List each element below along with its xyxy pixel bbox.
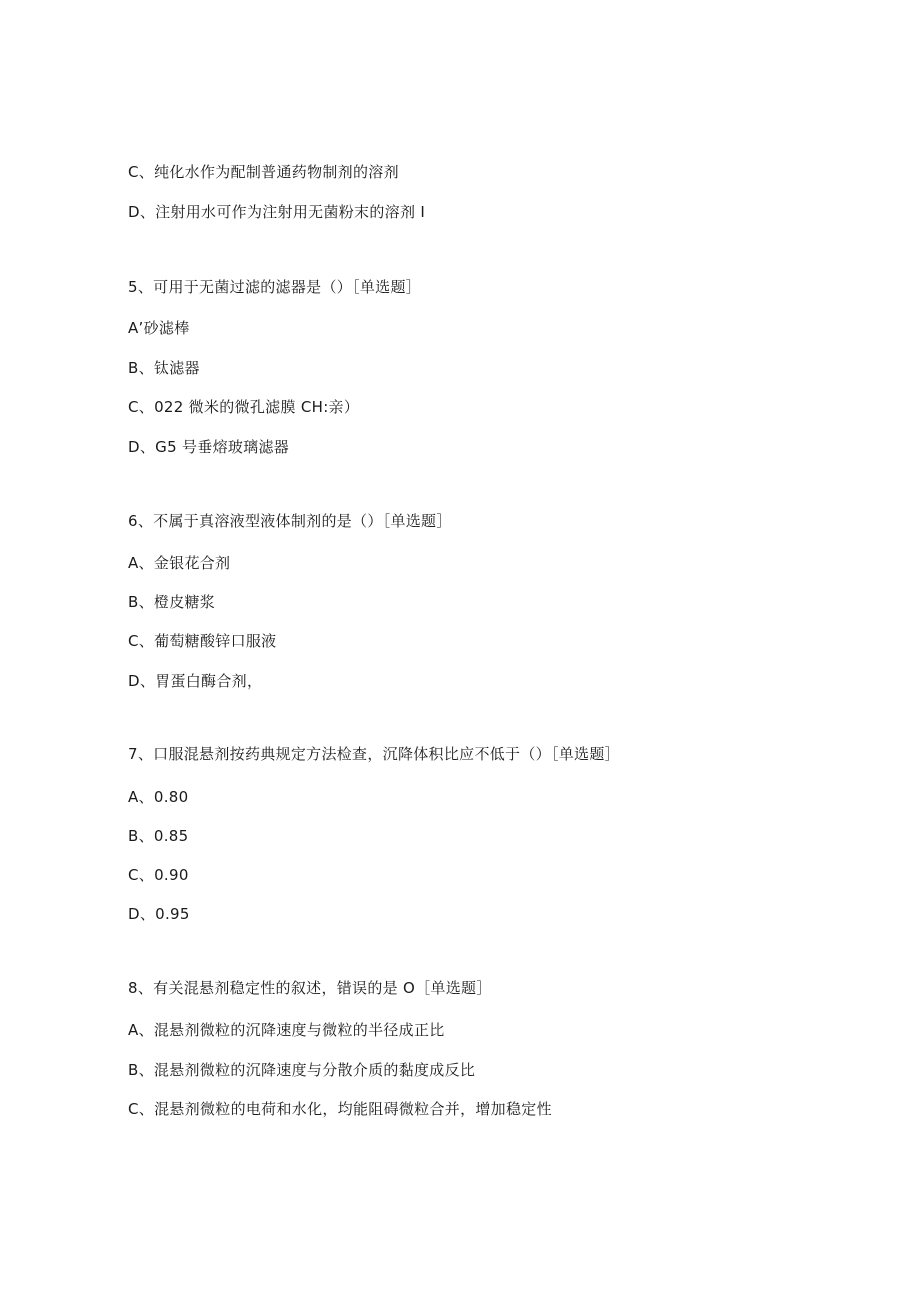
- q6-option-d: D、胃蛋白酶合剂，: [128, 672, 263, 690]
- question-7: 7、口服混悬剂按药典规定方法检查，沉降体积比应不低于（）［单选题］: [128, 745, 620, 763]
- q4-option-c: C、纯化水作为配制普通药物制剂的溶剂: [128, 163, 399, 181]
- q5-option-a: A’砂滤棒: [128, 319, 190, 337]
- q4-option-d: D、注射用水可作为注射用无菌粉末的溶剂 I: [128, 203, 426, 221]
- q5-option-c: C、022 微米的微孔滤膜 CH:亲）: [128, 398, 360, 416]
- q8-option-a: A、混悬剂微粒的沉降速度与微粒的半径成正比: [128, 1021, 445, 1039]
- q6-option-c: C、葡萄糖酸锌口服液: [128, 632, 277, 650]
- question-8: 8、有关混悬剂稳定性的叙述，错误的是 O［单选题］: [128, 979, 492, 997]
- q5-option-d: D、G5 号垂熔玻璃滤器: [128, 438, 290, 456]
- q8-option-c: C、混悬剂微粒的电荷和水化，均能阻碍微粒合并，增加稳定性: [128, 1100, 552, 1118]
- q5-option-b: B、钛滤器: [128, 359, 200, 377]
- question-6: 6、不属于真溶液型液体制剂的是（）［单选题］: [128, 512, 452, 530]
- q6-option-b: B、橙皮糖浆: [128, 593, 216, 611]
- q7-option-b: B、0.85: [128, 827, 189, 845]
- q7-option-d: D、0.95: [128, 905, 190, 923]
- q7-option-a: A、0.80: [128, 788, 189, 806]
- question-5: 5、可用于无菌过滤的滤器是（）［单选题］: [128, 278, 422, 296]
- q7-option-c: C、0.90: [128, 866, 189, 884]
- q6-option-a: A、金银花合剂: [128, 554, 231, 572]
- q8-option-b: B、混悬剂微粒的沉降速度与分散介质的黏度成反比: [128, 1061, 476, 1079]
